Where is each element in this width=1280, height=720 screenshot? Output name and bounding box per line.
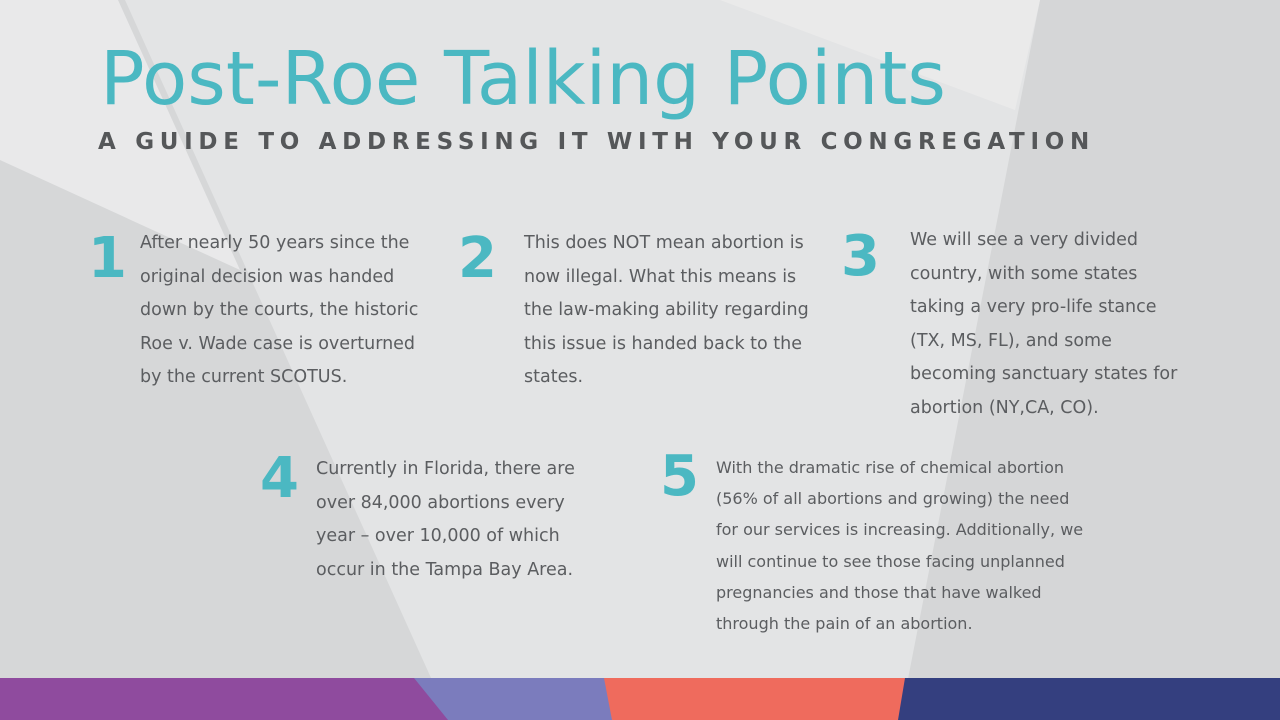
point-number-3: 3 [841,224,880,289]
footer-band-lavender [414,678,614,720]
footer-band-coral [604,678,907,720]
point-number-1: 1 [88,226,127,291]
point-number-5: 5 [660,444,699,509]
point-text-4: Currently in Florida, there are over 84,000 abortions every year – over 10,000 of which occur in the Tampa Bay Area. [316,459,575,580]
point-text-5: With the dramatic rise of chemical abortion (56% of all abortions and growing) the need for our services is increasing. Additionally, we will continue to see those facing unplanned pregnancies and those that have walked through the pain of an abortion. [716,458,1084,634]
footer-band-purple [0,678,450,720]
footer-band-navy [898,678,1280,720]
point-text-2: This does NOT mean abortion is now illegal. What this means is the law-making ability regarding this issue is handed back to the states. [524,233,809,388]
point-number-4: 4 [260,446,299,511]
point-number-2: 2 [458,226,497,291]
point-text-3: We will see a very divided country, with some states taking a very pro-life stance (TX, MS, FL), and some becoming sanctuary states for abortion (NY,CA, CO). [910,230,1178,418]
point-text-1: After nearly 50 years since the original decision was handed down by the courts, the historic Roe v. Wade case is overturned by the current SCOTUS. [140,233,419,388]
page-title: Post-Roe Talking Points [100,36,946,122]
page-subtitle: A GUIDE TO ADDRESSING IT WITH YOUR CONGREGATION [98,129,1095,155]
